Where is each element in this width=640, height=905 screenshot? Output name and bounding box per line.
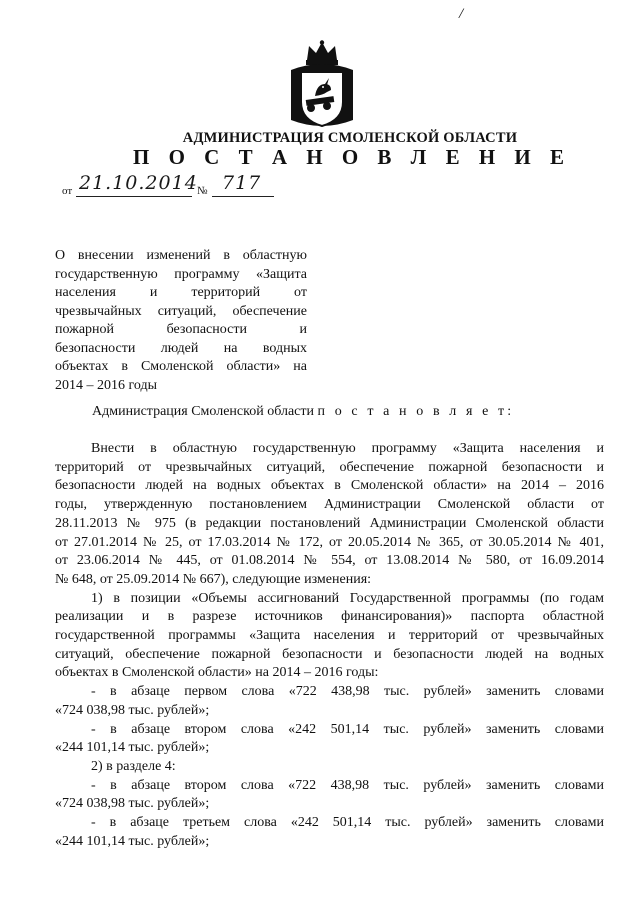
subject-line: О внесении изменений в областную — [55, 248, 307, 263]
subject-line: безопасности людей на водных — [55, 340, 307, 356]
subject-line: чрезвычайных ситуаций, обеспечение — [55, 303, 307, 319]
date-underline — [76, 196, 192, 197]
body-line: безопасности людей на водных объектах в Смоленской области» на 2014 – 2016 — [55, 478, 604, 494]
organization-title: АДМИНИСТРАЦИЯ СМОЛЕНСКОЙ ОБЛАСТИ — [182, 130, 518, 146]
body-line: «244 101,14 тыс. рублей»; — [55, 740, 210, 756]
handwritten-number: 717 — [222, 172, 262, 194]
subject-line: пожарной безопасности и — [55, 322, 307, 337]
preamble-lead: Администрация Смоленской области — [92, 404, 315, 419]
handwritten-date: 21.10.2014 — [79, 172, 198, 194]
body-line: 2) в разделе 4: — [91, 758, 176, 774]
body-line: 28.11.2013 № 975 (в редакции постановлений Администрации Смоленской области — [55, 515, 604, 531]
body-line: - в абзаце втором слова «242 501,14 тыс. рублей» заменить словами — [91, 721, 604, 737]
body-line: ситуаций, обеспечение пожарной безопасности и безопасности людей на водных — [55, 646, 604, 662]
body-line: - в абзаце втором слова «722 438,98 тыс. рублей» заменить словами — [91, 777, 604, 793]
number-underline — [212, 196, 274, 197]
date-label: от — [62, 185, 73, 197]
number-label: № — [197, 185, 208, 197]
body-line: годы, утвержденную постановлением Администрации Смоленской области от — [55, 497, 604, 513]
subject-line: объектах в Смоленской области» на — [55, 359, 307, 374]
subject-line: населения и территорий от — [55, 285, 307, 300]
body-line: - в абзаце третьем слова «242 501,14 тыс. рублей» заменить словами — [91, 815, 604, 831]
document-subject — [55, 247, 307, 395]
body-line: Внести в областную государственную программу «Защита населения и — [91, 441, 604, 456]
preamble-verb: п о с т а н о в л я е т: — [317, 404, 515, 419]
corner-handwritten-mark: / — [459, 6, 464, 22]
body-line: «724 038,98 тыс. рублей»; — [55, 796, 210, 812]
body-line: территорий от чрезвычайных ситуаций, обеспечение пожарной безопасности и — [55, 459, 604, 475]
resolution-preamble — [92, 404, 514, 420]
body-line: № 648, от 25.09.2014 № 667), следующие изменения: — [55, 571, 372, 587]
subject-line: 2014 – 2016 годы — [55, 377, 158, 393]
body-line: реализации и в разрезе источников финансирования)» паспорта областной — [55, 609, 604, 625]
resolution-body — [55, 440, 604, 851]
subject-line: государственную программу «Защита — [55, 266, 307, 282]
body-line: от 23.06.2014 № 445, от 01.08.2014 № 554, от 13.08.2014 № 580, от 16.09.2014 — [55, 553, 604, 569]
smolensk-coat-of-arms-icon — [287, 40, 357, 132]
body-line: объектах в Смоленской области» на 2014 – 2016 годы: — [55, 665, 379, 681]
body-line: «724 038,98 тыс. рублей»; — [55, 702, 210, 718]
body-line: - в абзаце первом слова «722 438,98 тыс. рублей» заменить словами — [91, 684, 604, 700]
body-line: 1) в позиции «Объемы ассигнований Государственной программы (по годам — [91, 590, 604, 606]
body-line: «244 101,14 тыс. рублей»; — [55, 833, 210, 849]
body-line: от 27.01.2014 № 25, от 17.03.2014 № 172, от 20.05.2014 № 365, от 30.05.2014 № 401, — [55, 534, 604, 550]
body-line: государственной программы «Защита населения и территорий от чрезвычайных — [55, 628, 604, 644]
document-type-title: П О С Т А Н О В Л Е Н И Е — [132, 145, 571, 169]
